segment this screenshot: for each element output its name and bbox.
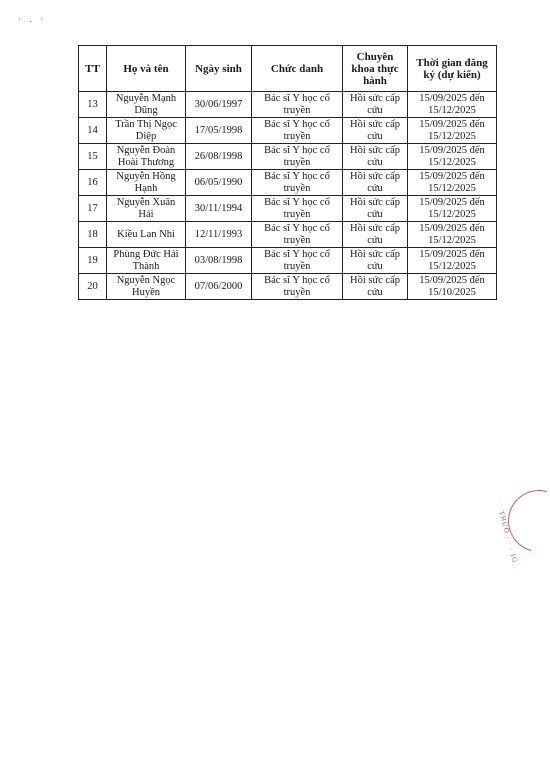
cell-title: Bác sĩ Y học cổ truyền [252,196,343,222]
cell-specialty: Hồi sức cấp cứu [343,92,408,118]
header-title: Chức danh [252,46,343,92]
cell-dob: 12/11/1993 [186,222,252,248]
cell-name: Nguyễn Mạnh Dũng [107,92,186,118]
cell-name: Phùng Đức Hải Thành [107,248,186,274]
cell-period: 15/09/2025 đến 15/12/2025 [408,144,497,170]
header-tt: TT [79,46,107,92]
table-row [79,222,497,248]
header-name: Họ và tên [107,46,186,92]
cell-name: Nguyễn Đoàn Hoài Thương [107,144,186,170]
cell-period: 15/09/2025 đến 15/12/2025 [408,118,497,144]
cell-name: Nguyễn Xuân Hải [107,196,186,222]
cell-dob: 30/11/1994 [186,196,252,222]
header-period: Thời gian đăng ký (dự kiến) [408,46,497,92]
table-row [79,144,497,170]
cell-title: Bác sĩ Y học cổ truyền [252,92,343,118]
table-row [79,118,497,144]
cell-title: Bác sĩ Y học cổ truyền [252,222,343,248]
cell-title: Bác sĩ Y học cổ truyền [252,248,343,274]
cell-specialty: Hồi sức cấp cứu [343,196,408,222]
header-specialty: Chuyên khoa thực hành [343,46,408,92]
cell-dob: 07/06/2000 [186,274,252,300]
table-row [79,248,497,274]
cell-tt: 20 [79,274,107,300]
cell-specialty: Hồi sức cấp cứu [343,222,408,248]
cell-specialty: Hồi sức cấp cứu [343,170,408,196]
cell-name: Trần Thị Ngọc Diệp [107,118,186,144]
cell-name: Nguyễn Ngọc Huyền [107,274,186,300]
cell-tt: 17 [79,196,107,222]
cell-specialty: Hồi sức cấp cứu [343,274,408,300]
cell-tt: 18 [79,222,107,248]
cell-title: Bác sĩ Y học cổ truyền [252,118,343,144]
cell-name: Kiều Lan Nhi [107,222,186,248]
cell-dob: 03/08/1998 [186,248,252,274]
cell-period: 15/09/2025 đến 15/12/2025 [408,196,497,222]
scan-corner-mark: · . · [18,14,46,24]
cell-dob: 30/06/1997 [186,92,252,118]
cell-tt: 14 [79,118,107,144]
cell-period: 15/09/2025 đến 15/12/2025 [408,222,497,248]
header-dob: Ngày sinh [186,46,252,92]
cell-title: Bác sĩ Y học cổ truyền [252,274,343,300]
registration-table [78,45,497,300]
cell-title: Bác sĩ Y học cổ truyền [252,144,343,170]
seal-stamp-text: THUỐ · · · IG [497,510,519,565]
cell-period: 15/09/2025 đến 15/10/2025 [408,274,497,300]
table-row [79,92,497,118]
cell-specialty: Hồi sức cấp cứu [343,118,408,144]
cell-dob: 06/05/1990 [186,170,252,196]
cell-tt: 13 [79,92,107,118]
cell-tt: 19 [79,248,107,274]
cell-name: Nguyễn Hồng Hạnh [107,170,186,196]
cell-specialty: Hồi sức cấp cứu [343,248,408,274]
cell-dob: 26/08/1998 [186,144,252,170]
cell-period: 15/09/2025 đến 15/12/2025 [408,170,497,196]
cell-specialty: Hồi sức cấp cứu [343,144,408,170]
table-row [79,196,497,222]
cell-tt: 16 [79,170,107,196]
cell-tt: 15 [79,144,107,170]
table-header-row [79,46,497,92]
cell-period: 15/09/2025 đến 15/12/2025 [408,248,497,274]
cell-title: Bác sĩ Y học cổ truyền [252,170,343,196]
cell-period: 15/09/2025 đến 15/12/2025 [408,92,497,118]
cell-dob: 17/05/1998 [186,118,252,144]
table-row [79,170,497,196]
table-row [79,274,497,300]
